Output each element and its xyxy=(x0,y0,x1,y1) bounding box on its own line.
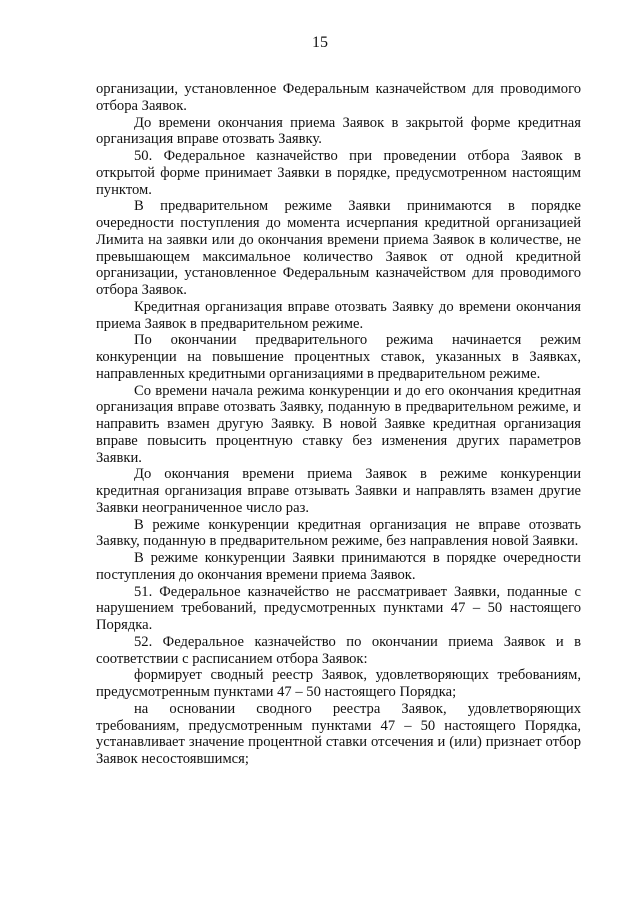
paragraph: В режиме конкуренции Заявки принимаются в порядке очередности поступления до окончания времени приема Заявок. xyxy=(96,550,581,583)
paragraph: До времени окончания приема Заявок в закрытой форме кредитная организация вправе отозвать Заявку. xyxy=(96,114,581,148)
paragraph-item-52: 52. Федеральное казначейство по окончании приема Заявок и в соответствии с расписанием отбора Заявок: xyxy=(96,633,581,667)
paragraph-item-51: 51. Федеральное казначейство не рассматривает Заявки, поданные с нарушением требований, предусмотренных пунктами 47 – 50 настоящего Порядка. xyxy=(96,583,581,633)
paragraph-item-50: 50. Федеральное казначейство при проведении отбора Заявок в открытой форме принимает Заявки в порядке, предусмотренном настоящим пунктом. xyxy=(96,148,581,198)
list-item: на основании сводного реестра Заявок, удовлетворяющих требованиям, предусмотренным пунктами 47 – 50 настоящего Порядка, устанавливает значение процентной ставки отсечения и (или) признает отбор Заявок несостоявшимся; xyxy=(96,700,581,767)
page-number: 15 xyxy=(312,34,328,51)
list-item: формирует сводный реестр Заявок, удовлетворяющих требованиям, предусмотренным пунктами 47 – 50 настоящего Порядка; xyxy=(96,667,581,700)
paragraph: В предварительном режиме Заявки принимаются в порядке очередности поступления до момента исчерпания кредитной организацией Лимита на заявки или до окончания времени приема Заявок в количестве, не превышающем максимальное количество Заявок от одной кредитной организации, установленное Федеральным казначейством для проводимого отбора Заявок. xyxy=(96,198,581,298)
paragraph: Кредитная организация вправе отозвать Заявку до времени окончания приема Заявок в предварительном режиме. xyxy=(96,298,581,332)
paragraph: В режиме конкуренции кредитная организация не вправе отозвать Заявку, поданную в предварительном режиме, без направления новой Заявки. xyxy=(96,516,581,550)
paragraph: До окончания времени приема Заявок в режиме конкуренции кредитная организация вправе отзывать Заявки и направлять взамен другие Заявки неограниченное число раз. xyxy=(96,466,581,516)
document-body xyxy=(96,81,581,768)
paragraph-continuation: организации, установленное Федеральным казначейством для проводимого отбора Заявок. xyxy=(96,81,581,114)
paragraph: Со времени начала режима конкуренции и до его окончания кредитная организация вправе отозвать Заявку, поданную в предварительном режиме, и направить взамен другую Заявку. В новой Заявке кредитная организация вправе повысить процентную ставку без изменения других параметров Заявки. xyxy=(96,382,581,466)
paragraph: По окончании предварительного режима начинается режим конкуренции на повышение процентных ставок, указанных в Заявках, направленных кредитными организациями в предварительном режиме. xyxy=(96,332,581,382)
